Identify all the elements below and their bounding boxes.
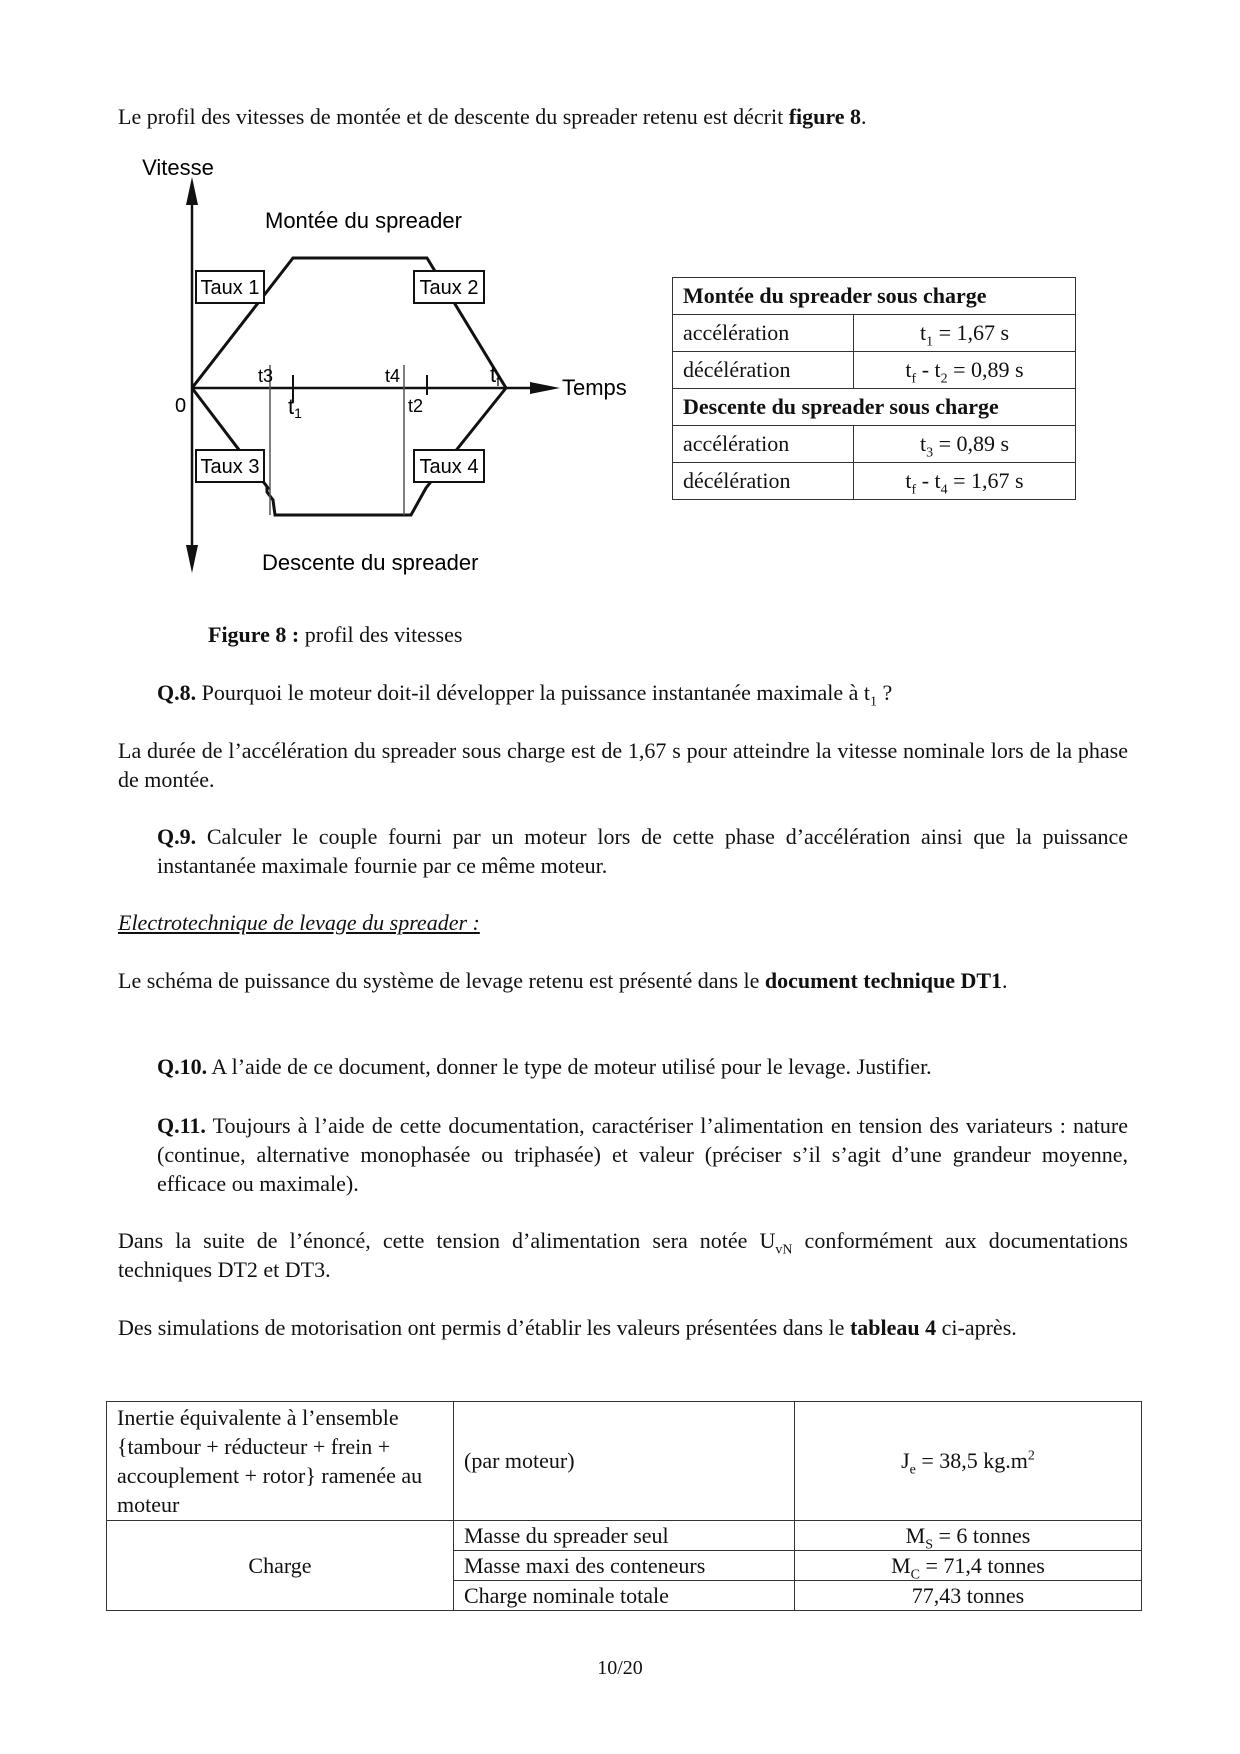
svg-text:Taux 3: Taux 3 [200, 456, 260, 478]
svg-text:Taux 2: Taux 2 [419, 277, 479, 299]
tf-label: tf [490, 362, 501, 389]
schema-paragraph: Le schéma de puissance du système de levage retenu est présenté dans le document technique DT1. [118, 968, 1008, 993]
spreader-mass-label: Masse du spreader seul [454, 1521, 795, 1551]
header-ascent: Montée du spreader sous charge [673, 278, 1076, 315]
y-axis-label: Vitesse [142, 155, 214, 180]
section-title: Electrotechnique de levage du spreader : [118, 910, 480, 935]
ascent-dec-label: décélération [673, 352, 854, 389]
header-descent: Descente du spreader sous charge [673, 389, 1076, 426]
table-row [673, 315, 1076, 352]
figure-caption: Figure 8 : profil des vitesses [208, 622, 463, 647]
inertia-label: Inertie équivalente à l’ensemble {tambour + réducteur + frein + accouplement + rotor} ramenée au moteur [107, 1402, 454, 1521]
question-10: Q.10. A l’aide de ce document, donner le type de moteur utilisé pour le levage. Justifier. [157, 1054, 932, 1079]
x-axis-label: Temps [562, 375, 627, 400]
taux-1-box [196, 271, 264, 303]
ascent-acc-label: accélération [673, 315, 854, 352]
speed-times-table [672, 277, 1076, 500]
y-axis-arrow-down [186, 545, 198, 573]
page-number: 10/20 [597, 1657, 643, 1679]
total-load-label: Charge nominale totale [454, 1581, 795, 1611]
figure-ref: figure 8 [788, 104, 862, 129]
table-row [107, 1402, 1142, 1521]
speed-profile-figure [130, 150, 650, 590]
intro-paragraph: Le profil des vitesses de montée et de descente du spreader retenu est décrit figure 8. [118, 104, 867, 129]
acceleration-paragraph: La durée de l’accélération du spreader sous charge est de 1,67 s pour atteindre la vitesse nominale lors de la phase de montée. [118, 738, 1128, 792]
svg-text:Taux 1: Taux 1 [200, 277, 260, 299]
descent-dec-value: $t_f - t_4 = 1,67$ s [854, 463, 1076, 500]
t1-label: t1 [288, 394, 302, 421]
container-mass-label: Masse maxi des conteneurs [454, 1551, 795, 1581]
taux-4-box [414, 450, 484, 482]
spreader-mass-value: $M_S = 6$ tonnes [795, 1521, 1142, 1551]
ascent-dec-value: $t_f - t_2 = 0,89$ s [854, 352, 1076, 389]
y-axis-arrow-up [186, 177, 198, 205]
table-row [673, 463, 1076, 500]
question-8: Q.8. Pourquoi le moteur doit-il développer la puissance instantanée maximale à $t_1$ ? [157, 680, 893, 710]
t2-label: t2 [408, 396, 424, 416]
question-9: Q.9. Calculer le couple fourni par un moteur lors de cette phase d’accélération ainsi que la puissance instantanée maximale fournie par ce même moteur. [157, 824, 1128, 878]
table-row [107, 1521, 1142, 1551]
uvn-paragraph: Dans la suite de l’énoncé, cette tension d’alimentation sera notée $U_{vN}$ conformément aux documentations techniques DT2 et DT3. [118, 1228, 1128, 1282]
t4-label: t4 [385, 366, 401, 386]
inertia-qualifier: (par moteur) [454, 1402, 795, 1521]
inertia-value: $J_e = 38,5$ $kg.m^2$ [795, 1402, 1142, 1521]
upper-label: Montée du spreader [265, 208, 462, 233]
table-row [673, 352, 1076, 389]
descent-acc-value: $t_3 = 0,89$ s [854, 426, 1076, 463]
t3-label: t3 [258, 366, 274, 386]
table-row [673, 389, 1076, 426]
table-row [673, 426, 1076, 463]
question-11: Q.11. Toujours à l’aide de cette documentation, caractériser l’alimentation en tension des variateurs : nature (continue, alternative monophasée ou triphasée) et valeur (préciser s’il s’agit d’une grandeur moyenne, efficace ou maximale). [157, 1113, 1128, 1196]
descent-acc-label: accélération [673, 426, 854, 463]
taux-2-box [414, 271, 484, 303]
taux-3-box [196, 450, 264, 482]
descent-dec-label: décélération [673, 463, 854, 500]
svg-text:Taux 4: Taux 4 [419, 456, 479, 478]
table-row [673, 278, 1076, 315]
tableau-4 [106, 1401, 1142, 1611]
origin-label: 0 [175, 395, 187, 417]
total-load-value: 77,43 tonnes [795, 1581, 1142, 1611]
container-mass-value: $M_C = 71,4$ tonnes [795, 1551, 1142, 1581]
lower-label: Descente du spreader [262, 550, 479, 575]
simulation-paragraph: Des simulations de motorisation ont permis d’établir les valeurs présentées dans le tableau 4 ci-après. [118, 1315, 1017, 1340]
ascent-acc-value: $t_1 = 1,67$ s [854, 315, 1076, 352]
charge-label: Charge [107, 1521, 454, 1611]
x-axis-arrow [530, 382, 560, 394]
